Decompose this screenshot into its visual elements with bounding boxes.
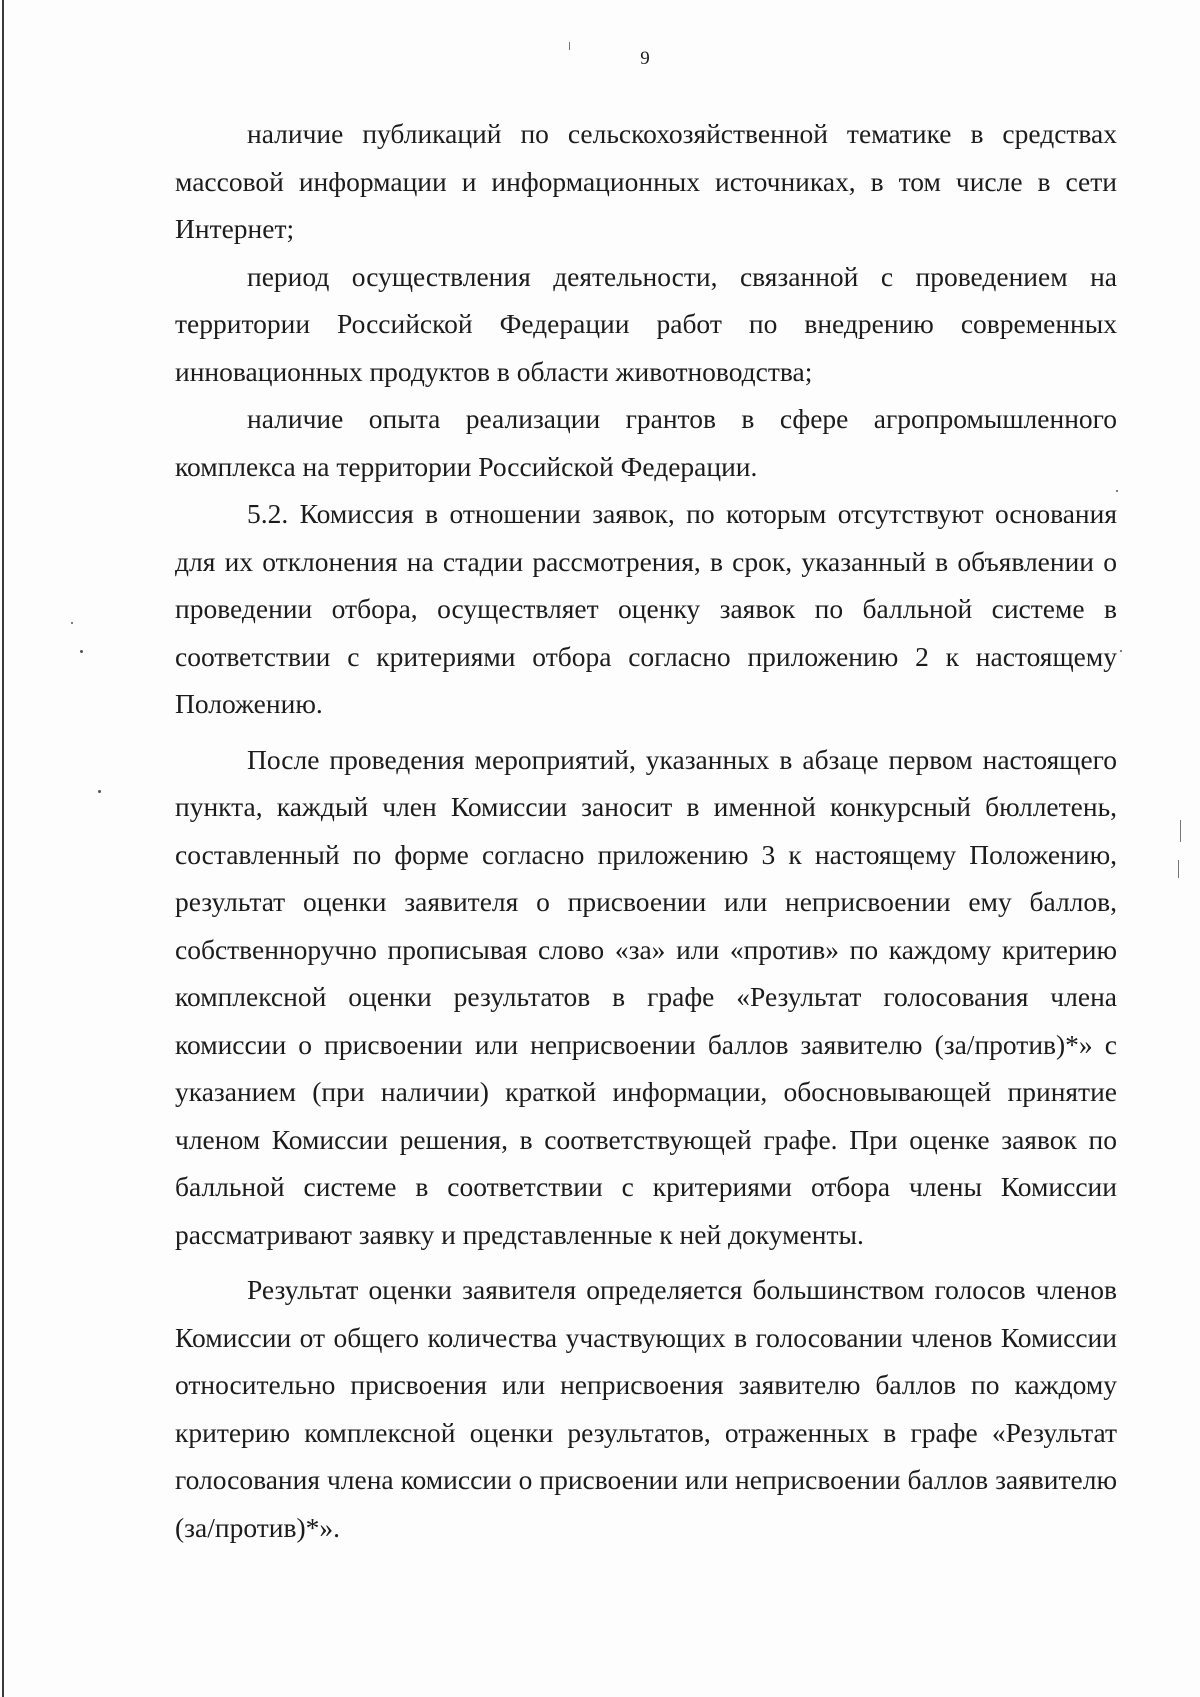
scan-edge-line [2,0,4,1697]
scan-speck [1116,490,1118,492]
page-number: 9 [640,48,650,69]
paragraph-clause-5-2: 5.2. Комиссия в отношении заявок, по которым отсутствуют основания для их отклонения на стадии рассмотрения, в срок, указанный в объявлении о проведении отбора, осуществляет оценку заявок по балльной системе в соответствии с критериями отбора согласно приложению 2 к настоящему Положению. [175,498,1117,719]
paragraph-grant-experience: наличие опыта реализации грантов в сфере агропромышленного комплекса на территории Российской Федерации. [175,403,1117,482]
paragraph-voting-result: Результат оценки заявителя определяется большинством голосов членов Комиссии от общего количества участвующих в голосовании членов Комиссии относительно присвоения или неприсвоения заявителю баллов по каждому критерию комплексной оценки результатов, отраженных в графе «Результат голосования члена комиссии о присвоении или неприсвоении баллов заявителю (за/против)*». [175,1274,1117,1543]
scan-speck [98,790,101,793]
scan-speck [1120,650,1122,652]
paragraph-ballot-procedure: После проведения мероприятий, указанных в абзаце первом настоящего пункта, каждый член Комиссии заносит в именной конкурсный бюллетень, составленный по форме согласно приложению 3 к настоящему Положению, результат оценки заявителя о присвоении или неприсвоении ему баллов, собственноручно прописывая слово «за» или «против» по каждому критерию комплексной оценки результатов в графе «Результат голосования члена комиссии о присвоении или неприсвоении баллов заявителю (за/против)*» с указанием (при наличии) краткой информации, обосновывающей принятие членом Комиссии решения, в соответствующей графе. При оценке заявок по балльной системе в соответствии с критериями отбора члены Комиссии рассматривают заявку и представленные к ней документы. [175,743,1117,1250]
scan-mark [1178,860,1179,878]
paragraph-publications: наличие публикаций по сельскохозяйственной тематике в средствах массовой информации и информационных источниках, в том числе в сети Интернет; [175,118,1117,244]
scan-speck [71,622,73,624]
paragraph-activity-period: период осуществления деятельности, связанной с проведением на территории Российской Федерации работ по внедрению современных инновационных продуктов в области животноводства; [175,260,1117,387]
document-body [175,110,1117,1551]
scan-speck [80,650,83,653]
scan-mark [569,42,570,50]
scan-mark [1180,820,1181,842]
